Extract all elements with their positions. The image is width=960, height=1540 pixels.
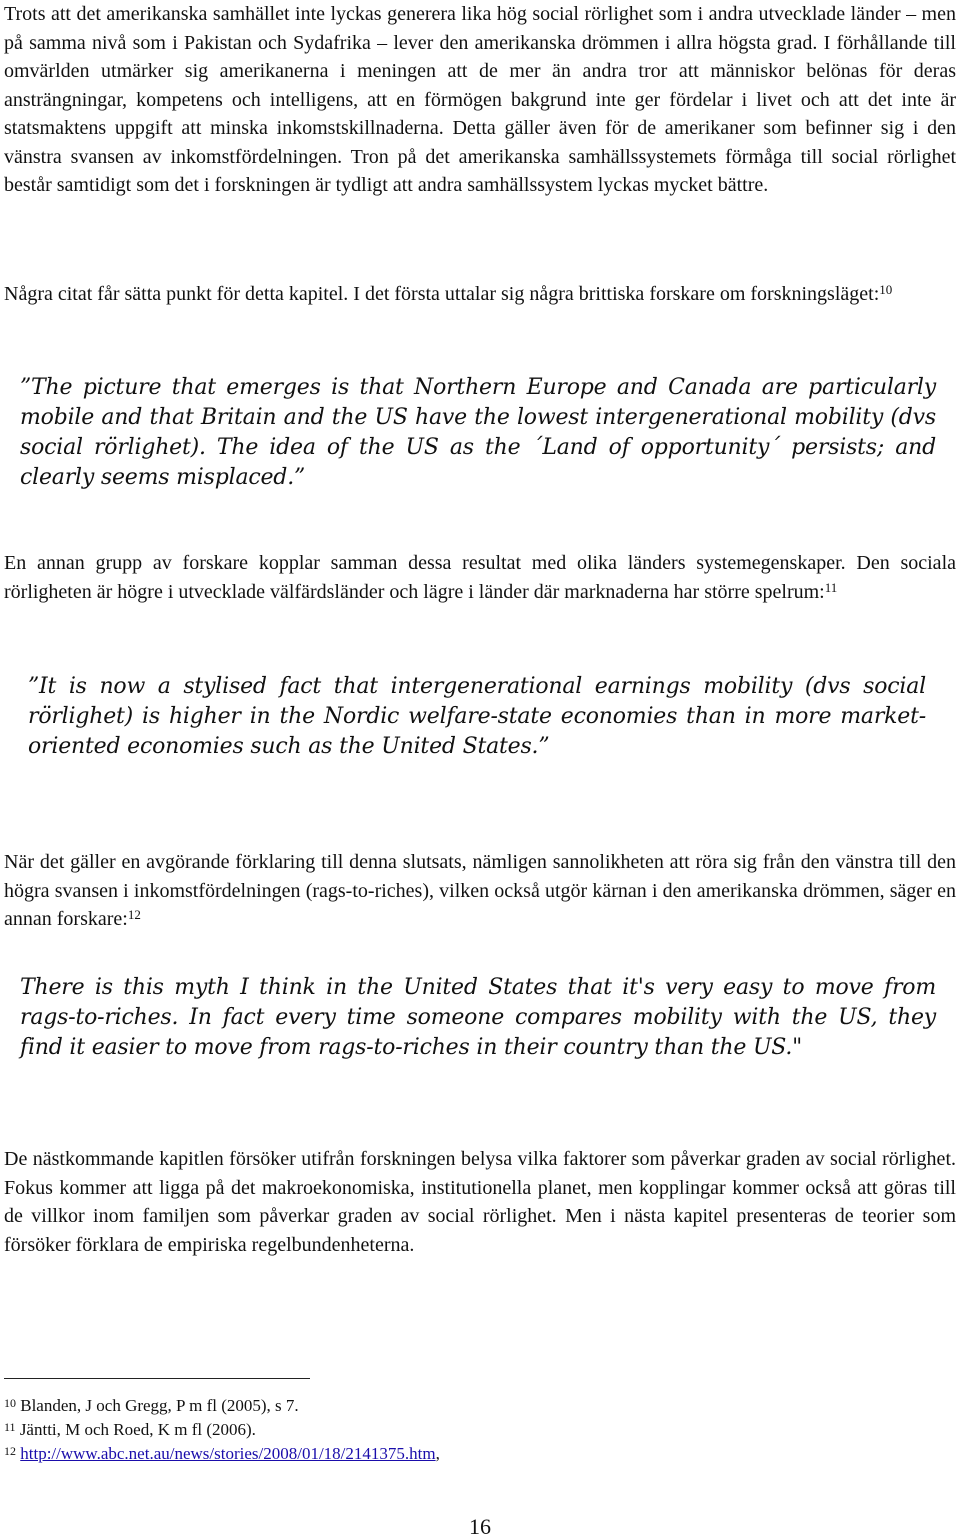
footnote-ref-10[interactable]: 10 <box>879 282 893 297</box>
page-number: 16 <box>469 1514 491 1539</box>
footnote-number: 10 <box>4 1396 16 1410</box>
quote-nordic-welfare: ”It is now a stylised fact that intergenerational earnings mobility (dvs social rörlighet) is higher in the Nordic welfare-state economies than in more market-oriented economies such as the United States.” <box>28 674 926 759</box>
paragraph-next-chapters: De nästkommande kapitlen försöker utifrån forskningen belysa vilka faktorer som påverkar graden av social rörlighet. Fokus kommer att ligga på det makroekonomiska, institutionella planet, men kopplingar kommer också att göras till de villkor inom familjen som påverkar graden av social rörlighet. Men i nästa kapitel presenteras de teorier som försöker förklara de empiriska regelbundenheterna. <box>4 1148 956 1256</box>
footnote-12: $^{12}$ http://www.abc.net.au/news/stories/2008/01/18/2141375.htm, <box>4 1444 440 1463</box>
footnote-number: 12 <box>4 1444 16 1458</box>
paragraph-american-dream: Trots att det amerikanska samhället inte lyckas generera lika hög social rörlighet som i andra utvecklade länder – men på samma nivå som i Pakistan och Sydafrika – lever den amerikanska drömmen i allra högsta grad. I förhållande till omvärlden utmärker sig amerikanerna i meningen att de mer än andra tror att människor belönas för deras ansträngningar, kompetens och intelligens, att en förmögen bakgrund inte ger fördelar i livet och att det inte är statsmaktens uppgift att minska inkomstskillnaderna. Detta gäller även för de amerikaner som befinner sig i den vänstra svansen av inkomstfördelningen. Tron på det amerikanska samhällssystemets förmåga till social rörlighet består samtidigt som det i forskningen är tydligt att andra samhällssystem lyckas mycket bättre. <box>4 3 956 196</box>
footnote-ref-11[interactable]: 11 <box>824 579 838 595</box>
footnote-text: Jäntti, M och Roed, K m fl (2006). <box>19 1420 256 1439</box>
footnote-ref-12[interactable]: 12 <box>127 907 141 922</box>
quote-british-researchers: ”The picture that emerges is that Northern Europe and Canada are particularly mobile and that Britain and the US have the lowest intergenerational mobility (dvs social rörlighet). The idea of the US as the ´Land of opportunity´ persists; and clearly seems misplaced.” <box>20 375 936 490</box>
footnote-11 <box>4 1419 944 1441</box>
paragraph-quotes-intro: Några citat får sätta punkt för detta kapitel. I det första uttalar sig några brittiska forskare om forskningsläget:$^{10}$ <box>4 282 893 305</box>
quote-myth-united-states: There is this myth I think in the United States that it's very easy to move from rags-to-riches. In fact every time someone compares mobility with the US, they find it easier to move from rags-to-riches in their country than the US." <box>20 975 936 1060</box>
footnote-10 <box>4 1395 944 1417</box>
footnote-number: 11 <box>4 1420 16 1434</box>
footnote-text: Blanden, J och Gregg, P m fl (2005), s 7. <box>20 1396 299 1415</box>
paragraph-rags-to-riches: När det gäller en avgörande förklaring till denna slutsats, nämligen sannolikheten att röra sig från den vänstra till den högra svansen i inkomstfördelningen (rags-to-riches), vilken också utgör kärnan i den amerikanska drömmen, säger en annan forskare:$^{12}$ <box>4 851 956 930</box>
paragraph-system-properties: En annan grupp av forskare kopplar samman dessa resultat med olika länders systemegenskaper. Den sociala rörligheten är högre i utvecklade välfärdsländer och lägre i länder där marknaderna har större spelrum:$^{11}$ <box>4 552 956 603</box>
footnote-link[interactable]: http://www.abc.net.au/news/stories/2008/01/18/2141375.htm <box>20 1444 436 1463</box>
footnote-separator <box>4 1378 310 1379</box>
